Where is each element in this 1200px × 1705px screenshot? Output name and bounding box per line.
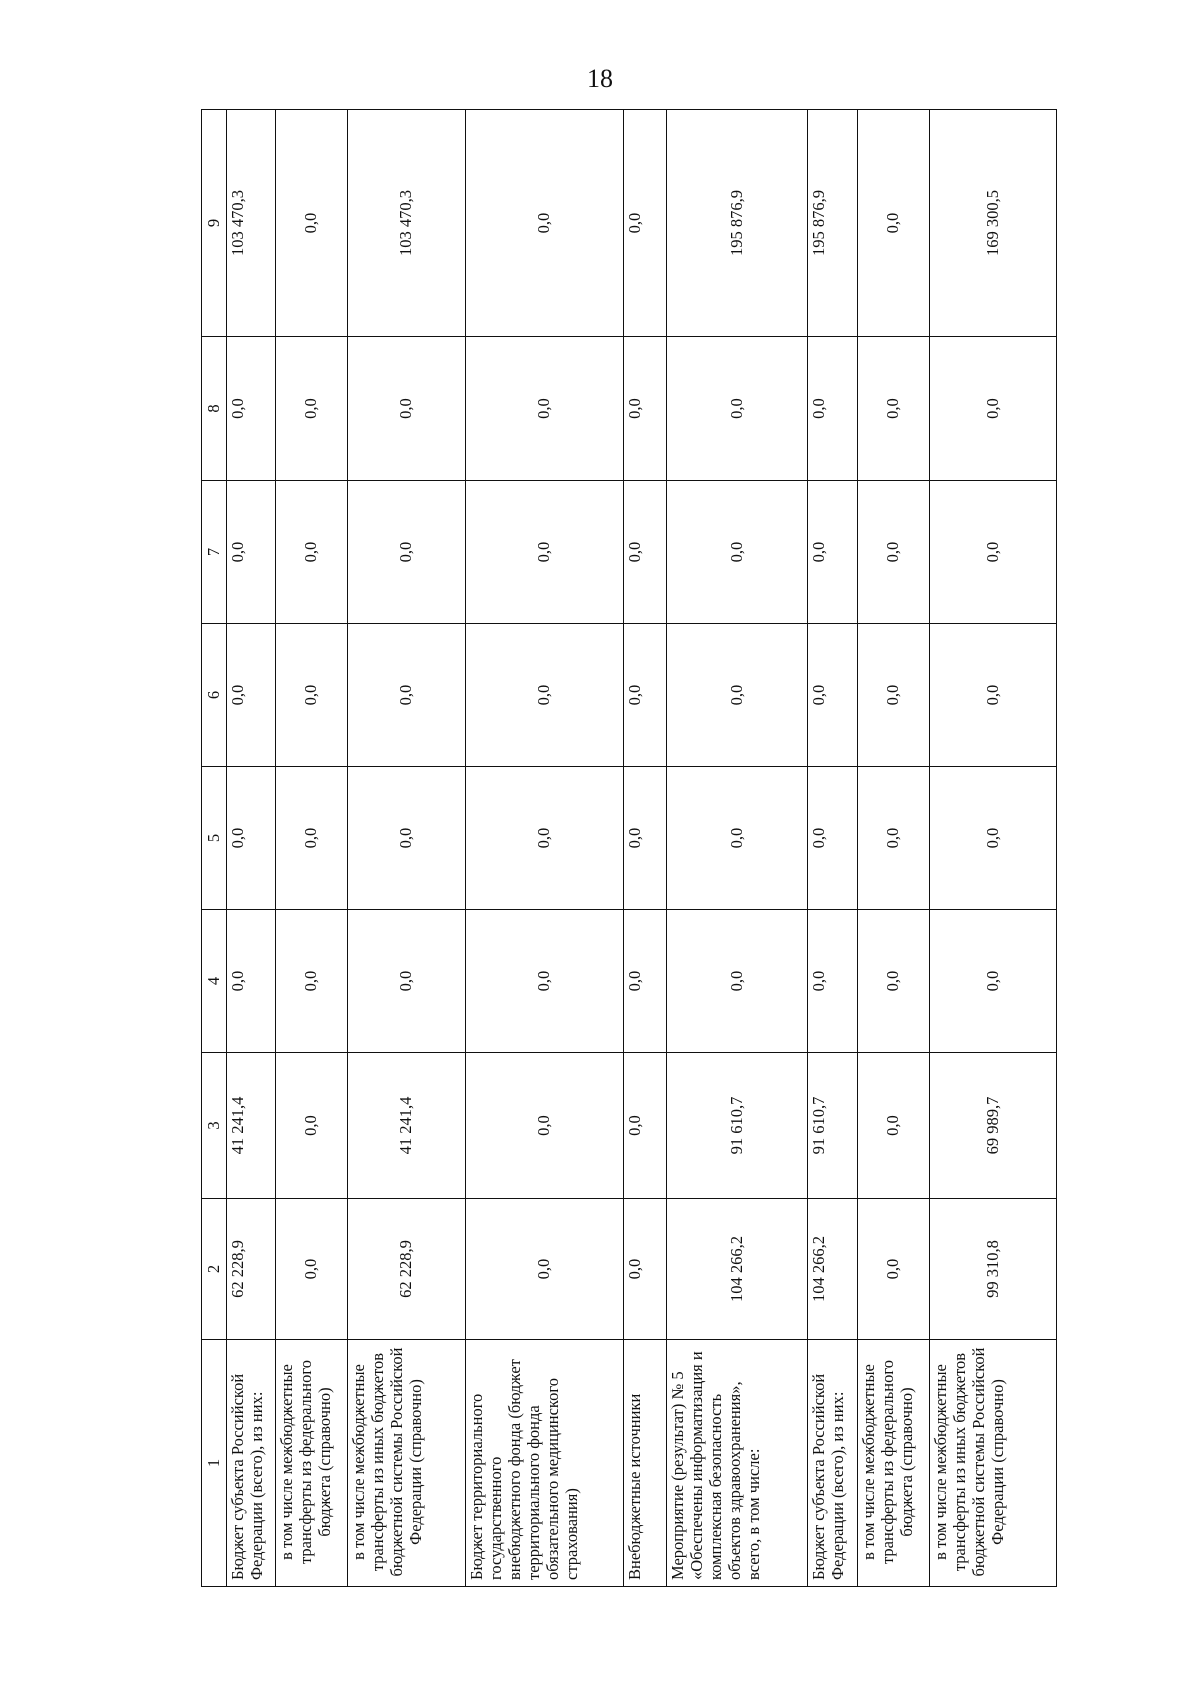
- cell-value: 0,0: [465, 910, 623, 1053]
- cell-value: 0,0: [347, 910, 465, 1053]
- row-label: в том числе межбюджетные трансферты из федерального бюджета (справочно): [858, 1340, 930, 1587]
- cell-value: 195 876,9: [807, 110, 858, 337]
- table-row: [624, 110, 667, 1587]
- cell-value: 0,0: [667, 910, 807, 1053]
- cell-value: 0,0: [807, 910, 858, 1053]
- cell-value: 0,0: [667, 767, 807, 910]
- cell-value: 0,0: [465, 1199, 623, 1340]
- cell-value: 0,0: [930, 767, 1057, 910]
- cell-value: 69 989,7: [930, 1053, 1057, 1199]
- cell-value: 104 266,2: [807, 1199, 858, 1340]
- row-label: в том числе межбюджетные трансферты из федерального бюджета (справочно): [275, 1340, 347, 1587]
- cell-value: 0,0: [227, 481, 276, 624]
- cell-value: 0,0: [465, 624, 623, 767]
- cell-value: 0,0: [465, 110, 623, 337]
- cell-value: 103 470,3: [227, 110, 276, 337]
- cell-value: 0,0: [624, 767, 667, 910]
- cell-value: 0,0: [227, 767, 276, 910]
- header-row: [202, 110, 227, 1587]
- cell-value: 0,0: [624, 110, 667, 337]
- table-row: [667, 110, 807, 1587]
- cell-value: 0,0: [275, 1199, 347, 1340]
- row-label: Мероприятие (результат) № 5 «Обеспечены информатизация и комплексная безопасность объектов здравоохранения», всего, в том числе:: [667, 1340, 807, 1587]
- cell-value: 0,0: [275, 481, 347, 624]
- col-header: 3: [202, 1053, 227, 1199]
- table-row: [347, 110, 465, 1587]
- cell-value: 0,0: [347, 767, 465, 910]
- cell-value: 0,0: [624, 481, 667, 624]
- cell-value: 0,0: [624, 624, 667, 767]
- cell-value: 62 228,9: [347, 1199, 465, 1340]
- col-header: 5: [202, 767, 227, 910]
- cell-value: 0,0: [807, 624, 858, 767]
- funding-table-rotated: [201, 110, 1057, 1587]
- col-header: 8: [202, 337, 227, 481]
- cell-value: 0,0: [858, 767, 930, 910]
- cell-value: 0,0: [624, 337, 667, 481]
- cell-value: 0,0: [858, 110, 930, 337]
- cell-value: 99 310,8: [930, 1199, 1057, 1340]
- funding-table: [201, 109, 1057, 1587]
- cell-value: 0,0: [930, 910, 1057, 1053]
- cell-value: 0,0: [275, 767, 347, 910]
- cell-value: 0,0: [930, 337, 1057, 481]
- col-header: 2: [202, 1199, 227, 1340]
- cell-value: 0,0: [227, 337, 276, 481]
- cell-value: 104 266,2: [667, 1199, 807, 1340]
- cell-value: 0,0: [807, 481, 858, 624]
- row-label: в том числе межбюджетные трансферты из иных бюджетов бюджетной системы Российской Федерации (справочно): [347, 1340, 465, 1587]
- cell-value: 0,0: [624, 1053, 667, 1199]
- col-header: 1: [202, 1340, 227, 1587]
- cell-value: 0,0: [465, 481, 623, 624]
- col-header: 9: [202, 110, 227, 337]
- table-row: [930, 110, 1057, 1587]
- table-row: [275, 110, 347, 1587]
- cell-value: 0,0: [807, 767, 858, 910]
- col-header: 6: [202, 624, 227, 767]
- table-row: [465, 110, 623, 1587]
- cell-value: 41 241,4: [347, 1053, 465, 1199]
- cell-value: 0,0: [227, 910, 276, 1053]
- cell-value: 0,0: [275, 1053, 347, 1199]
- cell-value: 0,0: [465, 767, 623, 910]
- cell-value: 91 610,7: [667, 1053, 807, 1199]
- cell-value: 0,0: [465, 337, 623, 481]
- cell-value: 0,0: [858, 337, 930, 481]
- cell-value: 0,0: [275, 624, 347, 767]
- table-row: [807, 110, 858, 1587]
- cell-value: 195 876,9: [667, 110, 807, 337]
- cell-value: 0,0: [347, 481, 465, 624]
- row-label: Бюджет субъекта Российской Федерации (всего), из них:: [807, 1340, 858, 1587]
- col-header: 7: [202, 481, 227, 624]
- cell-value: 0,0: [624, 1199, 667, 1340]
- cell-value: 103 470,3: [347, 110, 465, 337]
- cell-value: 0,0: [667, 337, 807, 481]
- cell-value: 0,0: [930, 481, 1057, 624]
- cell-value: 0,0: [347, 337, 465, 481]
- cell-value: 0,0: [347, 624, 465, 767]
- page-number: 18: [587, 64, 613, 93]
- table-row: [858, 110, 930, 1587]
- cell-value: 0,0: [858, 481, 930, 624]
- cell-value: 0,0: [227, 624, 276, 767]
- cell-value: 0,0: [624, 910, 667, 1053]
- cell-value: 0,0: [858, 624, 930, 767]
- cell-value: 0,0: [275, 910, 347, 1053]
- row-label: в том числе межбюджетные трансферты из иных бюджетов бюджетной системы Российской Федерации (справочно): [930, 1340, 1057, 1587]
- cell-value: 0,0: [667, 481, 807, 624]
- cell-value: 0,0: [275, 337, 347, 481]
- cell-value: 91 610,7: [807, 1053, 858, 1199]
- cell-value: 0,0: [858, 1199, 930, 1340]
- cell-value: 0,0: [275, 110, 347, 337]
- cell-value: 0,0: [465, 1053, 623, 1199]
- cell-value: 41 241,4: [227, 1053, 276, 1199]
- cell-value: 0,0: [858, 1053, 930, 1199]
- row-label: Бюджет субъекта Российской Федерации (всего), из них:: [227, 1340, 276, 1587]
- col-header: 4: [202, 910, 227, 1053]
- cell-value: 62 228,9: [227, 1199, 276, 1340]
- cell-value: 0,0: [807, 337, 858, 481]
- table-row: [227, 110, 276, 1587]
- row-label: Бюджет территориального государственного внебюджетного фонда (бюджет территориального фонда обязательного медицинского страхования): [465, 1340, 623, 1587]
- cell-value: 0,0: [667, 624, 807, 767]
- cell-value: 169 300,5: [930, 110, 1057, 337]
- cell-value: 0,0: [930, 624, 1057, 767]
- cell-value: 0,0: [858, 910, 930, 1053]
- row-label: Внебюджетные источники: [624, 1340, 667, 1587]
